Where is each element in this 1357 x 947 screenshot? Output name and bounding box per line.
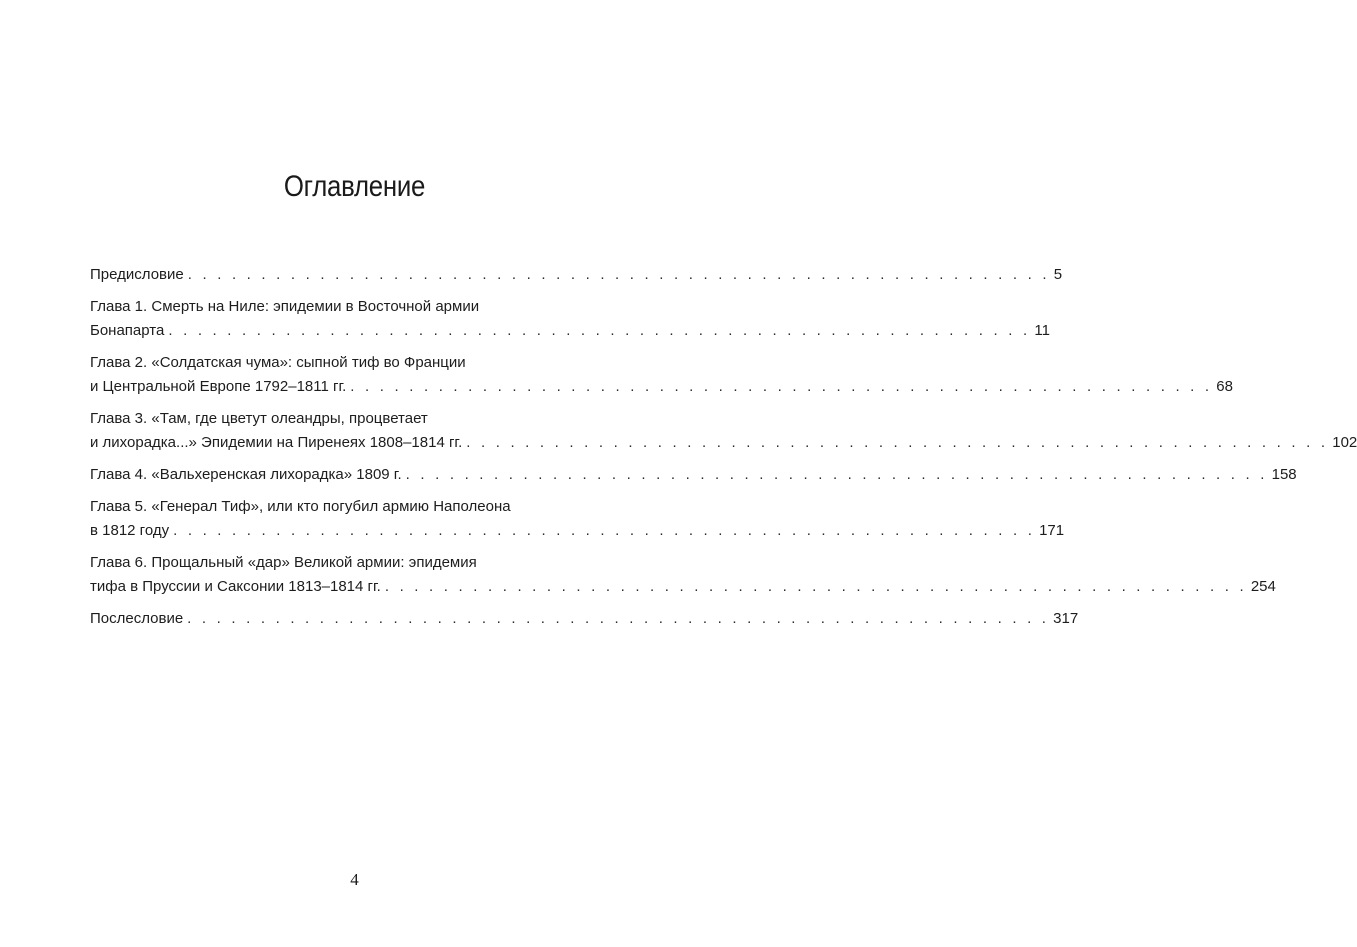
toc-page-number: 102 <box>1332 434 1357 451</box>
toc-entry-preface <box>90 263 1063 287</box>
toc-page-number: 5 <box>1053 266 1063 283</box>
toc-entry-afterword <box>90 607 1079 631</box>
dot-leader: . . . . . . . . . . . . . . . . . . . . . . . . . . . . . . . . . . . . . . . . . . . . . . . . . . . . . . . . . . . <box>405 466 1268 483</box>
page-number: 4 <box>350 870 359 889</box>
dot-leader: . . . . . . . . . . . . . . . . . . . . . . . . . . . . . . . . . . . . . . . . . . . . . . . . . . . . . . . . . . . <box>187 266 1050 283</box>
dot-leader: . . . . . . . . . . . . . . . . . . . . . . . . . . . . . . . . . . . . . . . . . . . . . . . . . . . . . . . . . . . <box>466 434 1329 451</box>
toc-entry-title: Глава 5. «Генерал Тиф», или кто погубил армию Наполеона <box>90 498 511 515</box>
toc-page-number: 254 <box>1250 578 1276 595</box>
toc-entry-title: Глава 4. «Вальхеренская лихорадка» 1809 г. <box>90 466 402 483</box>
toc-entry-title-continued: в 1812 году <box>90 522 170 539</box>
toc-entry-title: Глава 2. «Солдатская чума»: сыпной тиф во Франции <box>90 354 466 371</box>
toc-entry-chapter-3 <box>90 407 1357 455</box>
toc-page-number: 317 <box>1053 610 1079 627</box>
toc-entry-chapter-6 <box>90 551 1276 599</box>
table-of-contents <box>90 263 1357 631</box>
toc-entry-title-continued: тифа в Пруссии и Саксонии 1813–1814 гг. <box>90 578 381 595</box>
dot-leader: . . . . . . . . . . . . . . . . . . . . . . . . . . . . . . . . . . . . . . . . . . . . . . . . . . . . . . . . . . . <box>168 322 1031 339</box>
toc-entry-title: Глава 1. Смерть на Ниле: эпидемии в Восточной армии <box>90 298 480 315</box>
toc-entry-title: Глава 3. «Там, где цветут олеандры, процветает <box>90 410 428 427</box>
dot-leader: . . . . . . . . . . . . . . . . . . . . . . . . . . . . . . . . . . . . . . . . . . . . . . . . . . . . . . . . . . . <box>350 378 1213 395</box>
toc-entry-title-continued: и лихорадка...» Эпидемии на Пиренеях 1808–1814 гг. <box>90 434 463 451</box>
toc-page-number: 11 <box>1034 322 1050 339</box>
toc-page-number: 68 <box>1216 378 1233 395</box>
page-title: Оглавление <box>283 170 426 203</box>
toc-entry-title: Предисловие <box>90 266 184 283</box>
toc-page-number: 171 <box>1039 522 1065 539</box>
toc-entry-title-continued: Бонапарта <box>90 322 165 339</box>
toc-entry-chapter-2 <box>90 351 1233 399</box>
dot-leader: . . . . . . . . . . . . . . . . . . . . . . . . . . . . . . . . . . . . . . . . . . . . . . . . . . . . . . . . . . . <box>384 578 1247 595</box>
dot-leader: . . . . . . . . . . . . . . . . . . . . . . . . . . . . . . . . . . . . . . . . . . . . . . . . . . . . . . . . . . . <box>173 522 1036 539</box>
toc-entry-title-continued: и Центральной Европе 1792–1811 гг. <box>90 378 347 395</box>
toc-entry-chapter-1 <box>90 295 1050 343</box>
toc-entry-title: Послесловие <box>90 610 184 627</box>
toc-page-number: 158 <box>1271 466 1297 483</box>
toc-entry-title: Глава 6. Прощальный «дар» Великой армии: эпидемия <box>90 554 477 571</box>
dot-leader: . . . . . . . . . . . . . . . . . . . . . . . . . . . . . . . . . . . . . . . . . . . . . . . . . . . . . . . . . . . <box>187 610 1050 627</box>
toc-entry-chapter-5 <box>90 495 1065 543</box>
toc-entry-chapter-4 <box>90 463 1297 487</box>
